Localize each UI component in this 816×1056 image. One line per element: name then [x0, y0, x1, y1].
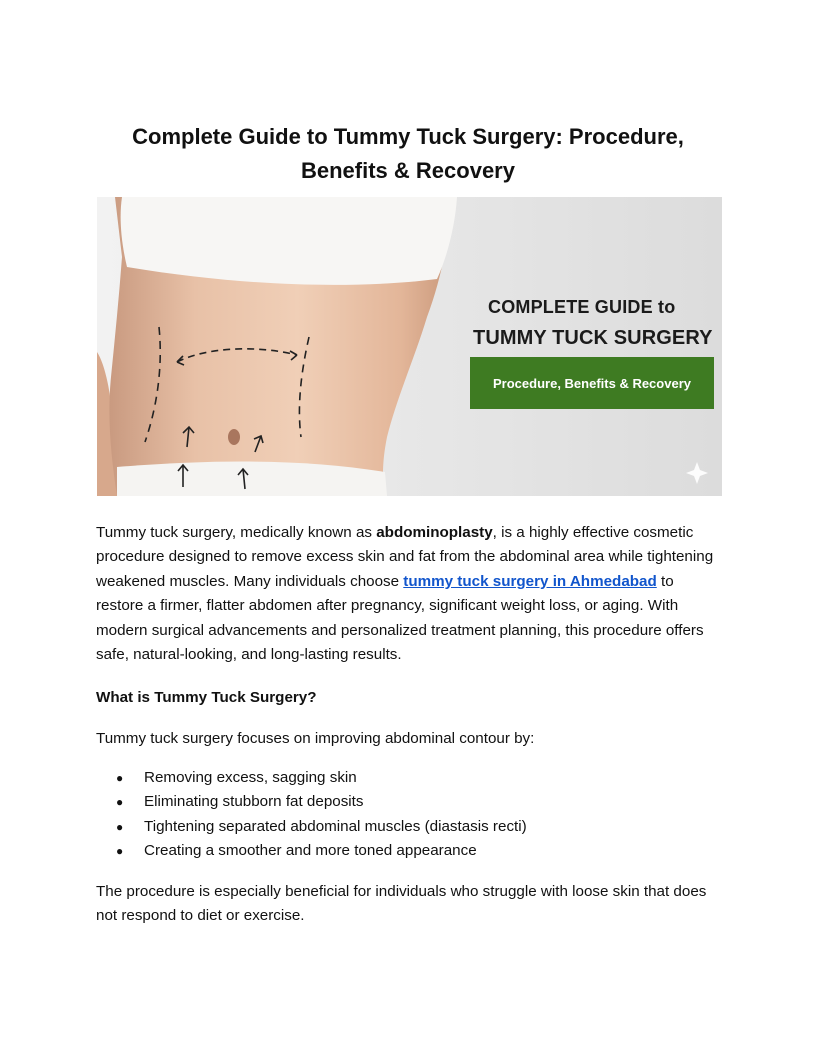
- bullet-icon: ●: [116, 844, 124, 859]
- page-title: [96, 120, 720, 188]
- benefits-list: [96, 766, 716, 864]
- ahmedabad-link[interactable]: tummy tuck surgery in Ahmedabad: [403, 572, 657, 590]
- intro-text-2: , is a highly effective cosmetic procedure designed to remove excess skin and fat from the abdominal area while tightening weakened muscles. Many individuals choose: [96, 524, 714, 590]
- page-title-line-2: Benefits & Recovery: [301, 158, 515, 183]
- intro-bold-term: abdominoplasty: [376, 524, 493, 541]
- page-title-line-1: Complete Guide to Tummy Tuck Surgery: Procedure,: [132, 124, 684, 149]
- bullet-icon: ●: [116, 819, 124, 834]
- intro-text-3: to restore a firmer, flatter abdomen after pregnancy, significant weight loss, or aging. With modern surgical advancements and personalized treatment planning, this procedure offers safe, natural-looking, and long-lasting results.: [96, 572, 704, 664]
- hero-heading-line-2: TUMMY TUCK SURGERY: [473, 327, 713, 349]
- list-item: [96, 839, 716, 863]
- list-item-text: Creating a smoother and more toned appearance: [144, 842, 477, 860]
- bullet-icon: ●: [116, 795, 124, 810]
- intro-text-1: Tummy tuck surgery, medically known as: [96, 524, 377, 541]
- navel-shape: [228, 429, 240, 445]
- section-intro: Tummy tuck surgery focuses on improving abdominal contour by:: [96, 730, 535, 747]
- hero-heading-line-1: COMPLETE GUIDE to: [488, 297, 676, 317]
- bullet-icon: ●: [116, 771, 124, 785]
- crop-top-shape: [121, 197, 457, 285]
- hero-badge: Procedure, Benefits & Recovery: [470, 357, 714, 409]
- list-item: [96, 815, 716, 839]
- hero-image: [97, 197, 722, 496]
- list-item: [96, 790, 716, 814]
- intro-paragraph: [96, 521, 724, 667]
- closing-paragraph: The procedure is especially beneficial for individuals who struggle with loose skin that does not respond to diet or exercise.: [96, 883, 707, 925]
- list-item-text: Removing excess, sagging skin: [144, 769, 357, 786]
- section-heading: What is Tummy Tuck Surgery?: [96, 689, 317, 706]
- list-item-text: Tightening separated abdominal muscles (diastasis recti): [144, 817, 527, 835]
- list-item-text: Eliminating stubborn fat deposits: [144, 793, 364, 811]
- list-item: [96, 766, 716, 790]
